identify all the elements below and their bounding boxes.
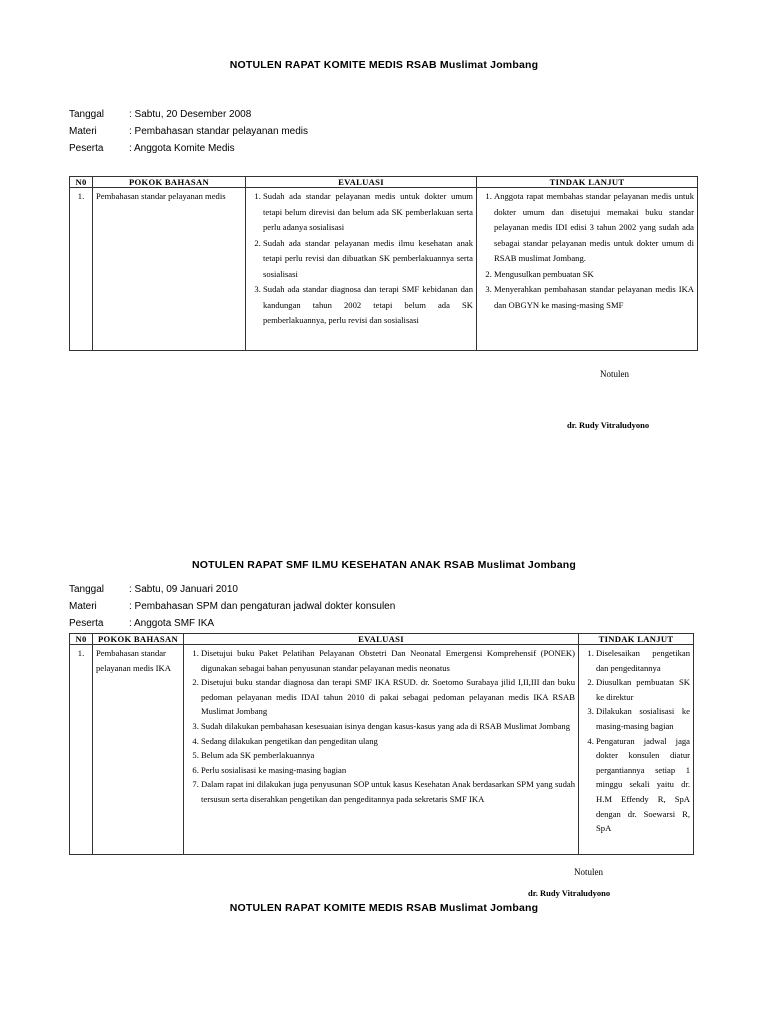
header-no: N0 xyxy=(70,177,93,188)
signature-label: Notulen xyxy=(574,867,603,877)
meeting-info xyxy=(69,581,395,632)
meeting-participants: Peserta : Anggota Komite Medis xyxy=(69,143,235,154)
list-item: 4. Pengaturan jadwal jaga dokter konsulen diatur pergantiannya setiap 1 minggu sekali yaitu dr. H.M Effendy R, SpA dengan dr. Soewarsi R, SpA xyxy=(596,734,690,836)
meeting-participants: Peserta : Anggota SMF IKA xyxy=(69,618,215,629)
row-topic: Pembahasan standar pelayanan medis IKA xyxy=(93,645,184,855)
row-evaluation xyxy=(184,645,579,855)
table-row xyxy=(70,645,694,855)
list-item: 2. Disetujui buku standar diagnosa dan terapi SMF IKA RSUD. dr. Soetomo Surabaya jilid I,II,III dan buku pedoman pelayanan medis IDAI tahun 2010 di pakai sebagai pedoman pelayanan medis IKA RSAB Muslimat Jombang xyxy=(201,675,575,719)
signature-label: Notulen xyxy=(600,369,629,379)
list-item: 1. Sudah ada standar pelayanan medis untuk dokter umum tetapi belum direvisi dan belum ada SK pemberlakuan serta perlu adanya sosialisasi xyxy=(263,189,473,236)
meeting-info xyxy=(69,106,308,157)
list-item: 3. Menyerahkan pembahasan standar pelayanan medis IKA dan OBGYN ke masing-masing SMF xyxy=(494,282,694,313)
table-row xyxy=(70,188,698,351)
list-item: 1. Disetujui buku Paket Pelatihan Pelayanan Obstetri Dan Neonatal Emergensi Komprehensif (PONEK) digunakan sebagai bahan penyusunan standar pelayanan medis neonatus xyxy=(201,646,575,675)
list-item: 3. Sudah ada standar diagnosa dan terapi SMF kebidanan dan kandungan tahun 2002 tetapi belum ada SK pemberlakuannya, perlu revisi dan sosialisasi xyxy=(263,282,473,329)
list-item: 1. Diselesaikan pengetikan dan pengeditannya xyxy=(596,646,690,675)
minutes-table xyxy=(69,176,698,351)
list-item: 3. Sudah dilakukan pembahasan kesesuaian isinya dengan kasus-kasus yang ada di RSAB Muslimat Jombang xyxy=(201,719,575,734)
row-follow-up xyxy=(477,188,698,351)
meeting-date: Tanggal : Sabtu, 09 Januari 2010 xyxy=(69,584,238,595)
row-evaluation xyxy=(246,188,477,351)
header-no: N0 xyxy=(70,634,93,645)
list-item: 5. Belum ada SK pemberlakuannya xyxy=(201,748,575,763)
header-tindak-lanjut: TINDAK LANJUT xyxy=(579,634,694,645)
list-item: 2. Sudah ada standar pelayanan medis ilmu kesehatan anak tetapi perlu revisi dan dibuatkan SK pemberlakuannya serta sosialisasi xyxy=(263,236,473,283)
list-item: 2. Mengusulkan pembuatan SK xyxy=(494,267,694,283)
header-pokok-bahasan: POKOK BAHASAN xyxy=(93,634,184,645)
row-follow-up xyxy=(579,645,694,855)
list-item: 2. Diusulkan pembuatan SK ke direktur xyxy=(596,675,690,704)
meeting-topic: Materi : Pembahasan standar pelayanan medis xyxy=(69,126,309,137)
header-evaluasi: EVALUASI xyxy=(184,634,579,645)
list-item: 7. Dalam rapat ini dilakukan juga penyusunan SOP untuk kasus Kesehatan Anak berdasarkan SPM yang sudah tersusun serta diserahkan pengetikan dan pengeditannya pada sekretaris SMF IKA xyxy=(201,777,575,806)
signature-name: dr. Rudy Vitraludyono xyxy=(528,888,611,898)
minutes-table xyxy=(69,633,694,855)
list-item: 6. Perlu sosialisasi ke masing-masing bagian xyxy=(201,763,575,778)
list-item: 4. Sedang dilakukan pengetikan dan pengeditan ulang xyxy=(201,734,575,749)
header-evaluasi: EVALUASI xyxy=(246,177,477,188)
meeting-date: Tanggal : Sabtu, 20 Desember 2008 xyxy=(69,109,252,120)
row-topic: Pembahasan standar pelayanan medis xyxy=(93,188,246,351)
signature-name: dr. Rudy Vitraludyono xyxy=(567,420,650,430)
header-tindak-lanjut: TINDAK LANJUT xyxy=(477,177,698,188)
section-title: NOTULEN RAPAT KOMITE MEDIS RSAB Muslimat Jombang xyxy=(229,902,539,914)
row-number: 1. xyxy=(70,188,93,351)
row-number: 1. xyxy=(70,645,93,855)
page-title: NOTULEN RAPAT KOMITE MEDIS RSAB Muslimat Jombang xyxy=(229,59,539,71)
list-item: 3. Dilakukan sosialisasi ke masing-masing bagian xyxy=(596,704,690,733)
list-item: 1. Anggota rapat membahas standar pelayanan medis untuk dokter umum dan disetujui memakai buku standar pelayanan medis IDI edisi 3 tahun 2002 yang sudah ada sebagai standar pelayanan medis untuk dokter umum di RSAB muslimat Jombang. xyxy=(494,189,694,267)
header-pokok-bahasan: POKOK BAHASAN xyxy=(93,177,246,188)
meeting-topic: Materi : Pembahasan SPM dan pengaturan jadwal dokter konsulen xyxy=(69,601,396,612)
section-title: NOTULEN RAPAT SMF ILMU KESEHATAN ANAK RSAB Muslimat Jombang xyxy=(192,559,576,571)
